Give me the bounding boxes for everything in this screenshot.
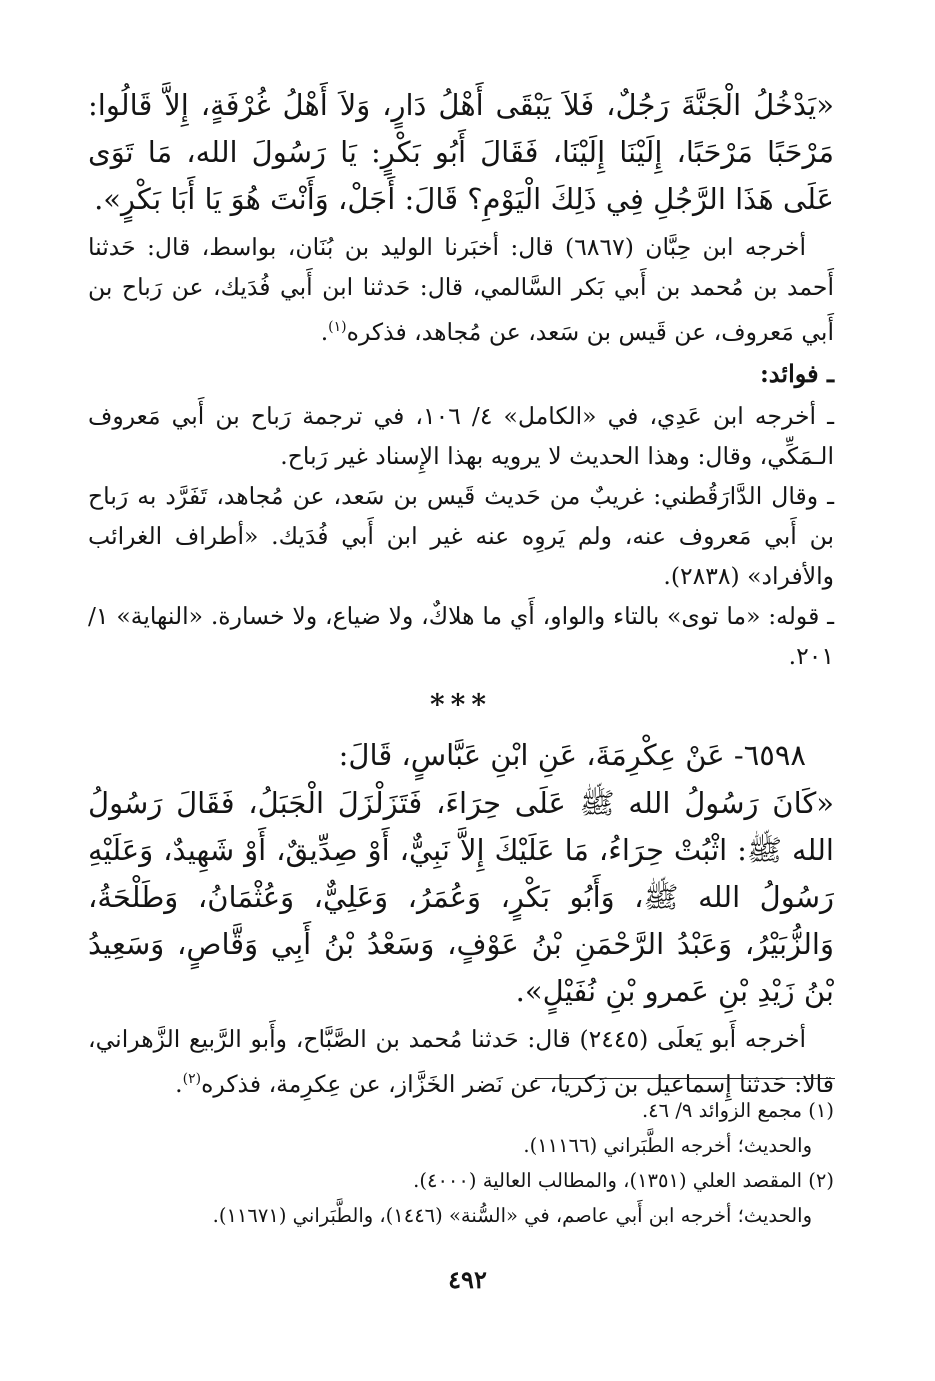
- takhrij-paragraph-a: [88, 227, 834, 352]
- takhrij-text-b: أخرجه أَبو يَعلَى (٢٤٤٥) قال: حَدثنا مُحمد بن الصَّبَّاح، وأَبو الرَّبيع الزَّهراني، قالا: حَدثنا إِسماعيل بن زَكريا، عن نَضر الخَزَّاز، عن عِكرِمة، فذكره: [88, 1024, 834, 1098]
- faida-item-1: ـ أخرجه ابن عَدِي، في «الكامل» ٤/ ١٠٦، في ترجمة رَباح بن أَبي مَعروف الـمَكِّي، وقال: وهذا الحديث لا يرويه بهذا الإِسناد غير رَباح.: [88, 401, 835, 470]
- hadith-header-b: ٦٥٩٨- عَنْ عِكْرِمَةَ، عَنِ ابْنِ عَبَّاسٍ، قَالَ:: [338, 737, 806, 772]
- footnote-line-1: (١) مجمع الزوائد ٩/ ٤٦.: [641, 1099, 834, 1122]
- takhrij-paragraph-b: [88, 1019, 834, 1104]
- hadith-text-a: «يَدْخُلُ الْجَنَّةَ رَجُلٌ، فَلاَ يَبْقَى أَهْلُ دَارٍ، وَلاَ أَهْلُ غُرْفَةٍ، إِلاَّ قَالُوا: مَرْحَبًا مَرْحَبًا، إِلَيْنَا إِلَيْنَا، فَقَالَ أَبُو بَكْرٍ: يَا رَسُولَ الله، مَا تَوَى عَلَى هَذَا الرَّجُلِ فِي ذَلِكَ الْيَوْمِ؟ قَالَ: أَجَلْ، وَأَنْتَ هُوَ يَا أَبَا بَكْرٍ».: [88, 88, 834, 216]
- takhrij-end-a: .: [320, 317, 329, 346]
- hadith-text-b: «كَانَ رَسُولُ الله ﷺ عَلَى حِرَاءَ، فَتَزَلْزَلَ الْجَبَلُ، فَقَالَ رَسُولُ الله ﷺ: اثْبُتْ حِرَاءُ، مَا عَلَيْكَ إِلاَّ نَبِيٌّ، أَوْ صِدِّيقٌ، أَوْ شَهِيدٌ، وَعَلَيْهِ رَسُولُ الله ﷺ، وَأَبُو بَكْرٍ، وَعُمَرُ، وَعَلِيٌّ، وَعُثْمَانُ، وَطَلْحَةُ، وَالزُّبَيْرُ، وَعَبْدُ الرَّحْمَنِ بْنُ عَوْفٍ، وَسَعْدُ بْنُ أَبِي وَقَّاصٍ، وَسَعِيدُ بْنُ زَيْدِ بْنِ عَمرو بْنِ نُفَيْلٍ».: [88, 785, 834, 1008]
- takhrij-end-b: .: [175, 1069, 183, 1098]
- footnote-line-4: والحديث؛ أخرجه ابن أَبي عاصم، في «السُّنة» (١٤٤٦)، والطَّبَراني (١١٦٧١).: [212, 1204, 812, 1227]
- footnote-ref-1[interactable]: (١): [328, 319, 347, 335]
- footnotes: [150, 1093, 834, 1233]
- page-body: [88, 82, 834, 1104]
- faida-item-2: ـ وقال الدَّارَقُطني: غريبٌ من حَديث قَيس بن سَعد، عن مُجاهد، تَفَرَّد به رَباح بن أَبي مَعروف عنه، ولم يَروِه عنه غير ابن أَبي فُدَيك. «أطراف الغرائب والأفراد» (٢٨٣٨).: [88, 481, 834, 590]
- footnote-line-3: (٢) المقصد العلي (١٣٥١)، والمطالب العالية (٤٠٠٠).: [413, 1169, 834, 1192]
- footnote-ref-2[interactable]: (٢): [182, 1070, 202, 1087]
- page-number: ٤٩٢: [448, 1265, 487, 1294]
- takhrij-text-a: أخرجه ابن حِبَّان (٦٨٦٧) قال: أخبَرنا الوليد بن بُنَان، بواسط، قال: حَدثنا أَحمد بن مُحمد بن أَبي بَكر السَّالمي، قال: حَدثنا ابن أَبي فُدَيك، عن رَباح بن أَبي مَعروف، عن قَيس بن سَعد، عن مُجاهد، فذكره: [88, 233, 834, 346]
- footnote-line-2: والحديث؛ أخرجه الطَّبَراني (١١١٦٦).: [523, 1134, 812, 1157]
- fawaid-heading: ـ فوائد:: [759, 358, 834, 388]
- faida-item-3: ـ قوله: «ما توى» بالتاء والواو، أَي ما هلاكٌ، ولا ضياع، ولا خسارة. «النهاية» ١/ ٢٠١.: [88, 601, 834, 670]
- footnote-divider: [535, 1078, 835, 1079]
- section-separator: ***: [430, 687, 492, 721]
